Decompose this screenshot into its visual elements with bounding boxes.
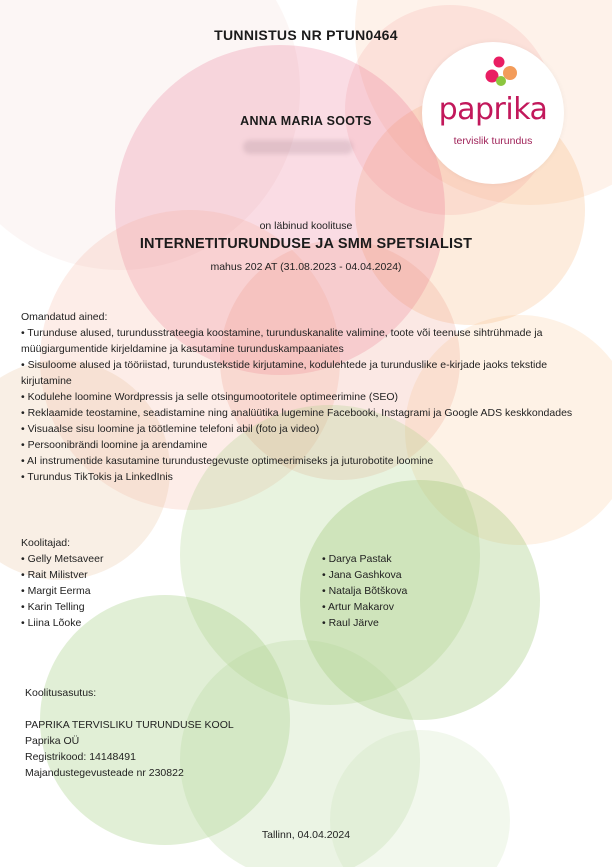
list-item: • Sisuloome alused ja tööriistad, turundustekstide kirjutamine, kodulehtede ja turunduslike e-kirjade jaoks tekstide kirjutamine — [21, 357, 591, 389]
list-item: • Gelly Metsaveer — [21, 551, 103, 567]
logo-brand: paprika — [438, 92, 548, 127]
school-section — [25, 685, 234, 781]
list-item: • Karin Telling — [21, 599, 103, 615]
subjects-section — [21, 309, 591, 485]
school-license: Majandustegevusteade nr 230822 — [25, 767, 184, 779]
list-item: • Raul Järve — [322, 615, 407, 631]
list-item: • AI instrumentide kasutamine turundustegevuste optimeerimiseks ja juturobotite loomine — [21, 453, 591, 469]
place-date: Tallinn, 04.04.2024 — [261, 829, 351, 841]
certificate-title: TUNNISTUS NR PTUN0464 — [214, 27, 398, 43]
list-item: • Persoonibrändi loomine ja arendamine — [21, 437, 591, 453]
list-item: • Liina Lõoke — [21, 615, 103, 631]
paprika-logo — [422, 42, 564, 184]
course-title: INTERNETITURUNDUSE JA SMM SPETSIALIST — [139, 236, 473, 252]
list-item: • Turunduse alused, turundusstrateegia koostamine, turunduskanalite valimine, toote või teenuse sihtrühmade ja müügiargumentide kirjeldamine ja kasutamine turunduskampaaniates — [21, 325, 591, 357]
logo-tagline: tervislik turundus — [453, 135, 533, 147]
list-item: • Reklaamide teostamine, seadistamine ning analüütika lugemine Facebooki, Instagrami ja Google ADS keskkondades — [21, 405, 591, 421]
list-item: • Rait Milistver — [21, 567, 103, 583]
list-item: • Jana Gashkova — [322, 567, 407, 583]
trainers-label: Koolitajad: — [21, 537, 71, 549]
subjects-list — [21, 325, 591, 485]
trainers-list-left — [21, 551, 103, 631]
recipient-name: ANNA MARIA SOOTS — [240, 114, 372, 128]
paprika-logo-icon — [482, 54, 522, 88]
list-item: • Margit Eerma — [21, 583, 103, 599]
list-item: • Visuaalse sisu loomine ja töötlemine telefoni abil (foto ja video) — [21, 421, 591, 437]
school-label: Koolitusasutus: — [25, 687, 97, 699]
school-name: PAPRIKA TERVISLIKU TURUNDUSE KOOL — [25, 719, 234, 731]
redacted-field — [243, 140, 353, 154]
list-item: • Natalja Bõtškova — [322, 583, 407, 599]
list-item: • Darya Pastak — [322, 551, 407, 567]
school-reg-code: Registrikood: 14148491 — [25, 751, 136, 763]
course-volume: mahus 202 AT (31.08.2023 - 04.04.2024) — [210, 261, 402, 273]
list-item: • Artur Makarov — [322, 599, 407, 615]
completed-text: on läbinud koolituse — [259, 220, 353, 232]
list-item: • Turundus TikTokis ja LinkedInis — [21, 469, 591, 485]
list-item: • Kodulehe loomine Wordpressis ja selle otsingumootoritele optimeerimine (SEO) — [21, 389, 591, 405]
subjects-label: Omandatud ained: — [21, 311, 108, 323]
school-company: Paprika OÜ — [25, 735, 80, 747]
trainers-list-right — [322, 551, 407, 631]
